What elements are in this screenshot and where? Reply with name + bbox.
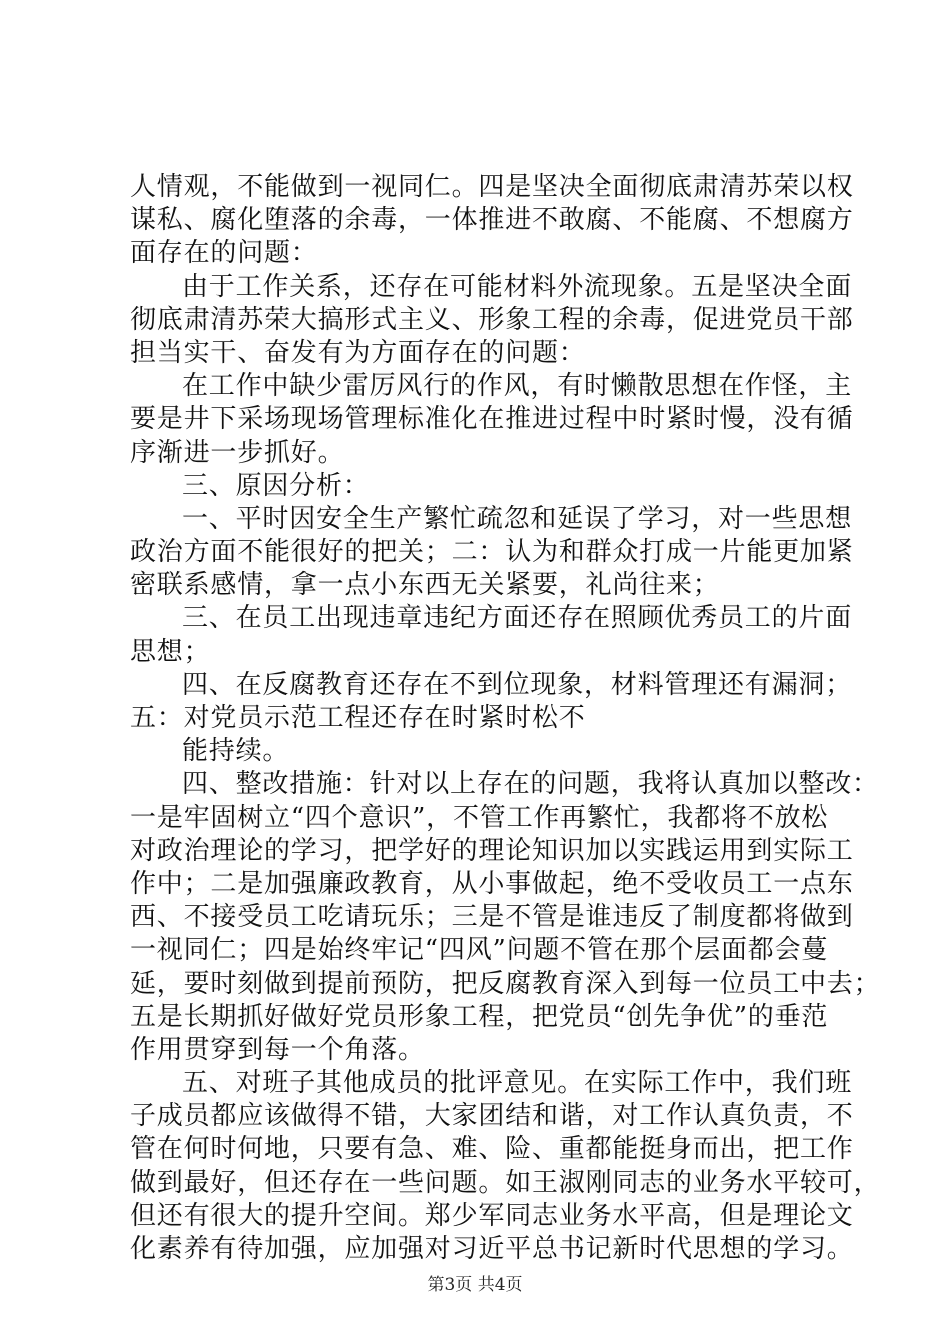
page-number-footer: 第3页 共4页 [427, 1275, 523, 1295]
text-line: 五：对党员示范工程还存在时紧时松不 [130, 703, 586, 733]
text-line: 五是长期抓好做好党员形象工程，把党员“创先争优”的垂范 [130, 1001, 829, 1032]
text-line: 能持续。 [182, 736, 290, 767]
text-line: 密联系感情，拿一点小东西无关紧要，礼尚往来； [130, 570, 720, 601]
text-line: 子成员都应该做得不错，大家团结和谐，对工作认真负责，不 [130, 1101, 854, 1132]
text-line: 由于工作关系，还存在可能材料外流现象。五是坚决全面 [182, 271, 853, 302]
text-line: 政治方面不能很好的把关；二：认为和群众打成一片能更加紧 [130, 537, 854, 568]
text-line: 一、平时因安全生产繁忙疏忽和延误了学习，对一些思想 [182, 503, 853, 534]
section-heading: 三、原因分析： [182, 470, 370, 501]
text-line: 化素养有待加强，应加强对习近平总书记新时代思想的学习。 [130, 1234, 854, 1264]
text-line: 四、在反腐教育还存在不到位现象，材料管理还有漏洞； [182, 669, 853, 700]
text-line: 作中；二是加强廉政教育，从小事做起，绝不受收员工一点东 [130, 868, 854, 899]
text-line: 三、在员工出现违章违纪方面还存在照顾优秀员工的片面 [182, 603, 853, 634]
text-line: 担当实干、奋发有为方面存在的问题： [130, 337, 586, 368]
text-line: 五、对班子其他成员的批评意见。在实际工作中，我们班 [182, 1068, 853, 1099]
text-line: 四、整改措施：针对以上存在的问题，我将认真加以整改： [182, 769, 879, 800]
text-line: 在工作中缺少雷厉风行的作风，有时懒散思想在作怪，主 [182, 371, 853, 402]
text-line: 做到最好，但还存在一些问题。如王淑刚同志的业务水平较可， [130, 1167, 881, 1198]
body-text [130, 171, 881, 1266]
text-line: 人情观，不能做到一视同仁。四是坚决全面彻底肃清苏荣以权 [130, 172, 854, 202]
text-line: 序渐进一步抓好。 [130, 437, 345, 468]
text-line: 西、不接受员工吃请玩乐；三是不管是谁违反了制度都将做到 [130, 902, 854, 933]
text-line: 一视同仁；四是始终牢记“四风”问题不管在那个层面都会蔓 [130, 935, 829, 966]
text-line: 思想； [130, 636, 211, 667]
text-line: 要是井下采场现场管理标准化在推进过程中时紧时慢，没有循 [130, 404, 854, 435]
text-line: 但还有很大的提升空间。郑少军同志业务水平高，但是理论文 [130, 1200, 854, 1231]
text-line: 谋私、腐化堕落的余毒，一体推进不敢腐、不能腐、不想腐方 [130, 205, 854, 236]
text-line: 面存在的问题： [130, 238, 318, 269]
text-line: 延，要时刻做到提前预防，把反腐教育深入到每一位员工中去； [130, 968, 881, 999]
text-line: 对政治理论的学习，把学好的理论知识加以实践运用到实际工 [130, 835, 854, 866]
text-line: 一是牢固树立“四个意识”，不管工作再繁忙，我都将不放松 [130, 802, 829, 833]
text-line: 管在何时何地，只要有急、难、险、重都能挺身而出，把工作 [130, 1134, 854, 1165]
text-line: 彻底肃清苏荣大搞形式主义、形象工程的余毒，促进党员干部 [130, 304, 854, 335]
text-line: 作用贯穿到每一个角落。 [130, 1034, 425, 1065]
